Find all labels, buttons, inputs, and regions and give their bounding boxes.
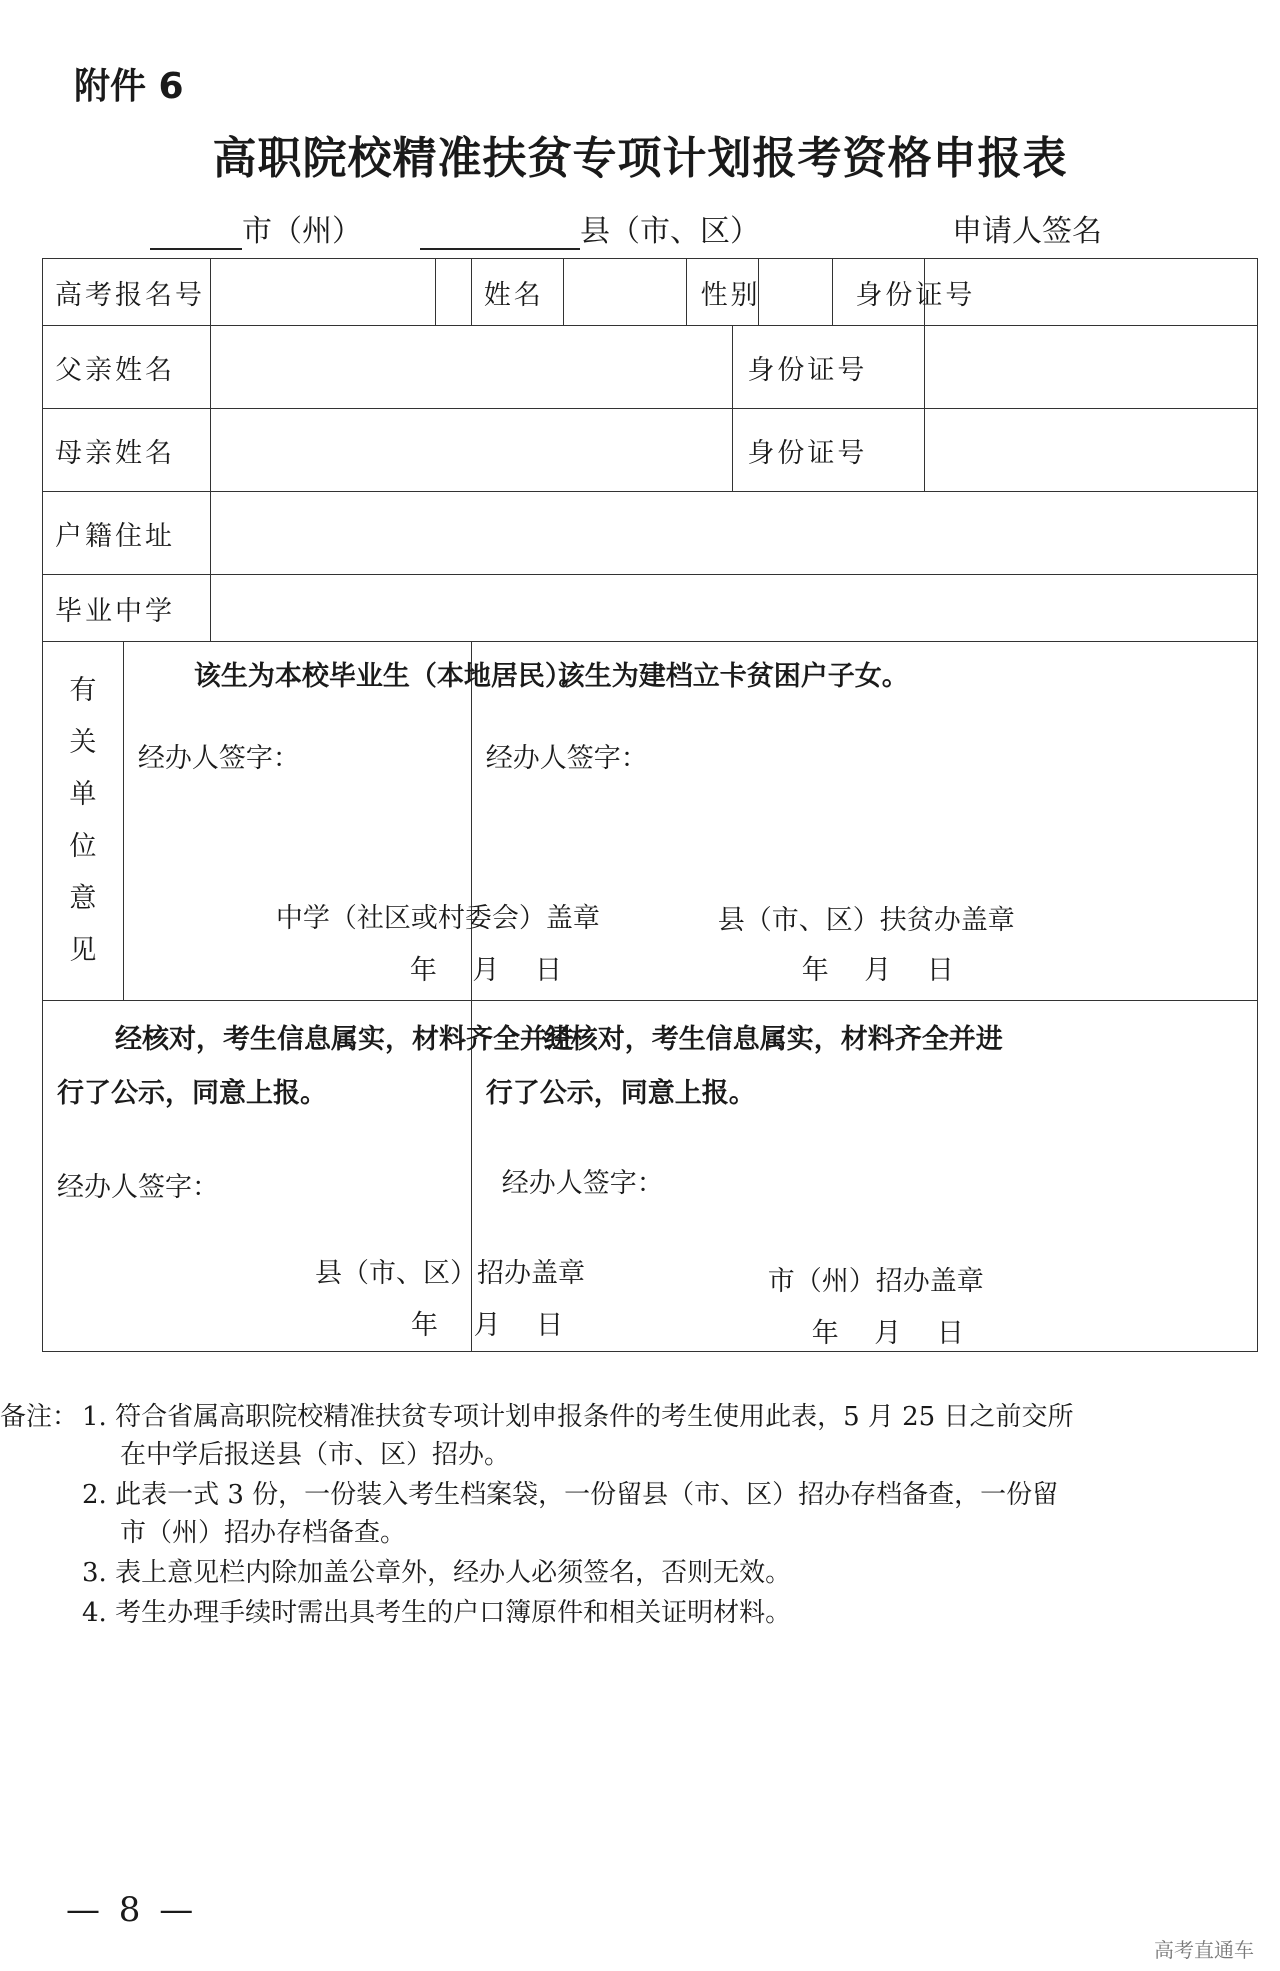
school-opinion-box[interactable]: [123, 642, 600, 1001]
city-verify-line1: 经核对，考生信息属实，材料齐全并进: [543, 1024, 1003, 1055]
applicant-signature-label: 申请人签名: [952, 214, 1102, 249]
page-number: — 8 —: [66, 1890, 198, 1930]
school-seal-label: 中学（社区或村委会）盖章: [275, 903, 600, 934]
city-label: 市（州）: [242, 214, 362, 249]
mother-id-field[interactable]: [924, 409, 1257, 492]
father-name-field[interactable]: [211, 326, 733, 409]
table-row: [43, 326, 1258, 409]
father-name-label: 父亲姓名: [43, 326, 211, 409]
remark-1-line2: 在中学后报送县（市、区）招办。: [120, 1440, 511, 1470]
household-address-field[interactable]: [211, 492, 1258, 575]
county-verify-line1: 经核对，考生信息属实，材料齐全并进: [115, 1024, 574, 1055]
attachment-label: 附件 6: [74, 66, 184, 107]
county-admissions-verify-box[interactable]: [43, 1001, 585, 1352]
city-verify-line2: 行了公示，同意上报。: [485, 1078, 756, 1109]
remark-1-line1: 1. 符合省属高职院校精准扶贫专项计划申报条件的考生使用此表，5 月 25 日之前交所: [82, 1402, 1074, 1432]
graduated-school-label: 毕业中学: [43, 575, 211, 642]
table-row: [43, 492, 1258, 575]
school-date-label: 年 月 日: [409, 955, 563, 986]
city-field: [150, 206, 362, 250]
exam-number-field[interactable]: [211, 259, 435, 326]
table-row: [43, 575, 1258, 642]
city-admissions-verify-box[interactable]: [471, 1001, 1257, 1352]
county-verify-date-label: 年 月 日: [411, 1310, 564, 1341]
exam-number-label: 高考报名号: [43, 259, 211, 326]
school-opinion-statement: 该生为本校毕业生（本地居民）。: [193, 661, 586, 692]
name-label: 姓名: [471, 259, 564, 326]
poverty-signer-label: 经办人签字：: [485, 743, 648, 774]
exam-number-field-ext[interactable]: [435, 259, 471, 326]
name-field[interactable]: [564, 259, 686, 326]
father-id-label: 身份证号: [733, 326, 924, 409]
poverty-seal-label: 县（市、区）扶贫办盖章: [717, 905, 1015, 936]
county-field: [420, 206, 760, 250]
city-admissions-seal-label: 市（州）招办盖章: [767, 1266, 984, 1297]
county-blank[interactable]: [420, 214, 580, 250]
opinion-section-label: 有 关 单 位 意 见: [43, 642, 124, 1001]
table-row: [43, 642, 1258, 1001]
county-label: 县（市、区）: [580, 214, 760, 249]
table-row: [43, 409, 1258, 492]
id-number-label: 身份证号: [833, 259, 924, 326]
graduated-school-field[interactable]: [211, 575, 1258, 642]
remark-4: 4. 考生办理手续时需出具考生的户口簿原件和相关证明材料。: [82, 1598, 792, 1628]
poverty-office-opinion-box[interactable]: [471, 642, 1257, 1001]
table-row: [43, 259, 1258, 326]
county-verify-signer-label: 经办人签字：: [57, 1172, 219, 1203]
remark-3: 3. 表上意见栏内除加盖公章外，经办人必须签名，否则无效。: [82, 1558, 792, 1588]
table-row: [43, 1001, 1258, 1352]
remarks-prefix: 备注：: [0, 1402, 79, 1432]
application-form-table: [42, 258, 1258, 1352]
city-blank[interactable]: [150, 214, 242, 250]
city-verify-signer-label: 经办人签字：: [501, 1168, 664, 1199]
watermark: 高考直通车: [1154, 1938, 1254, 1962]
form-header-line: [150, 206, 1150, 252]
county-admissions-seal-label: 县（市、区）招办盖章: [315, 1258, 585, 1289]
gender-field[interactable]: [758, 259, 832, 326]
mother-id-label: 身份证号: [733, 409, 924, 492]
mother-name-label: 母亲姓名: [43, 409, 211, 492]
poverty-opinion-statement: 该生为建档立卡贫困户子女。: [557, 661, 909, 692]
form-title: 高职院校精准扶贫专项计划报考资格申报表: [212, 133, 1068, 184]
poverty-date-label: 年 月 日: [801, 955, 954, 986]
county-verify-line2: 行了公示，同意上报。: [57, 1078, 327, 1109]
father-id-field[interactable]: [924, 326, 1257, 409]
mother-name-field[interactable]: [211, 409, 733, 492]
remark-2-line1: 2. 此表一式 3 份，一份装入考生档案袋，一份留县（市、区）招办存档备查，一份留: [82, 1480, 1059, 1510]
school-signer-label: 经办人签字：: [137, 743, 300, 774]
household-address-label: 户籍住址: [43, 492, 211, 575]
gender-label: 性别: [686, 259, 758, 326]
remark-2-line2: 市（州）招办存档备查。: [120, 1518, 407, 1548]
city-verify-date-label: 年 月 日: [811, 1318, 964, 1349]
